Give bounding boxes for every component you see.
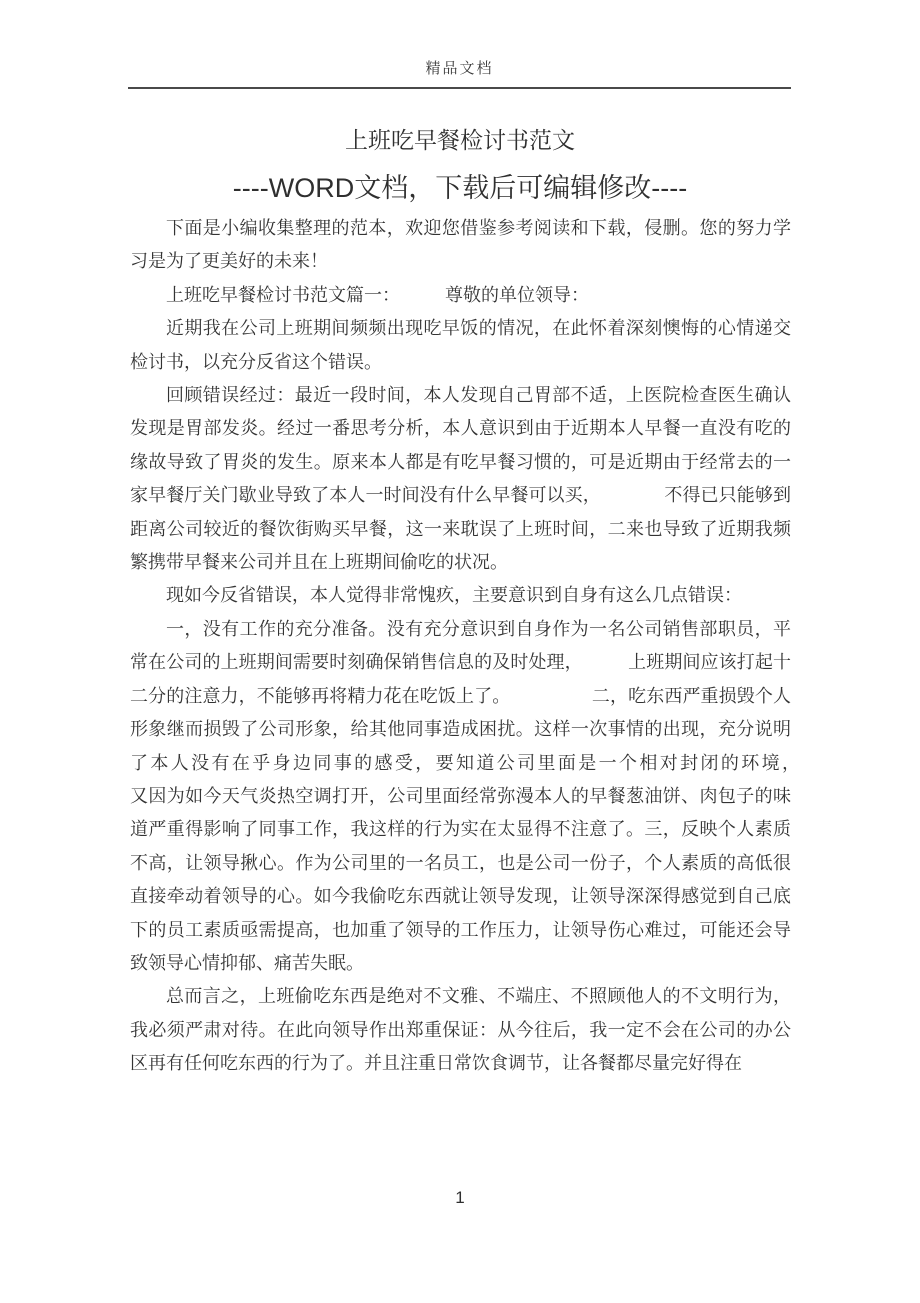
paragraph-intro: 下面是小编收集整理的范本，欢迎您借鉴参考阅读和下载，侵删。您的努力学习是为了更美好的未来！ — [130, 218, 791, 272]
document-title: 上班吃早餐检讨书范文 — [345, 128, 575, 153]
paragraph-conclusion: 总而言之，上班偷吃东西是绝对不文雅、不端庄、不照顾他人的不文明行为，我必须严肃对待。在此向领导作出郑重保证：从今往后，我一定不会在公司的办公区再有任何吃东西的行为了。并且注重日常饮食调节，让各餐都尽量完好得在 — [130, 986, 791, 1074]
paragraph-reflection-lead: 现如今反省错误，本人觉得非常愧疚，主要意识到自身有这么几点错误： — [166, 585, 742, 606]
page-header — [128, 57, 791, 89]
document-subtitle: ----WORD文档，下载后可编辑修改---- — [232, 173, 688, 203]
document-body — [130, 212, 863, 1081]
header-watermark-text: 精品文档 — [425, 61, 494, 77]
paragraph-opening: 近期我在公司上班期间频频出现吃早饭的情况，在此怀着深刻懊悔的心情递交检讨书，以充分反省这个错误。 — [130, 318, 791, 372]
page-number: 1 — [455, 1188, 465, 1207]
paragraph-salutation: 上班吃早餐检讨书范文篇一： 尊敬的单位领导： — [166, 284, 589, 305]
paragraph-review: 回顾错误经过：最近一段时间，本人发现自己胃部不适，上医院检查医生确认发现是胃部发炎。经过一番思考分析，本人意识到由于近期本人早餐一直没有吃的缘故导致了胃炎的发生。原来本人都是有吃早餐习惯的，可是近期由于经常去的一家早餐厅关门歇业导致了本人一时间没有什么早餐可以买， 不得已只能够到距离公司较近的餐饮街购买早餐，这一来耽误了上班时间，二来也导致了近期我频繁携带早餐来公司并且在上班期间偷吃的状况。 — [130, 385, 791, 573]
paragraph-mistakes: 一，没有工作的充分准备。没有充分意识到自身作为一名公司销售部职员，平常在公司的上班期间需要时刻确保销售信息的及时处理， 上班期间应该打起十二分的注意力，不能够再将精力花在吃饭上了。 二，吃东西严重损毁个人形象继而损毁了公司形象，给其他同事造成困扰。这样一次事情的出现，充分说明了本人没有在乎身边同事的感受，要知道公司里面是一个相对封闭的环境， 又因为如今天气炎热空调打开，公司里面经常弥漫本人的早餐葱油饼、肉包子的味道严重得影响了同事工作，我这样的行为实在太显得不注意了。三，反映个人素质不高，让领导揪心。作为公司里的一名员工，也是公司一份子，个人素质的高低很直接牵动着领导的心。如今我偷吃东西就让领导发现，让领导深深得感觉到自己底下的员工素质亟需提高，也加重了领导的工作压力，让领导伤心难过，可能还会导致领导心情抑郁、痛苦失眠。 — [130, 618, 863, 973]
